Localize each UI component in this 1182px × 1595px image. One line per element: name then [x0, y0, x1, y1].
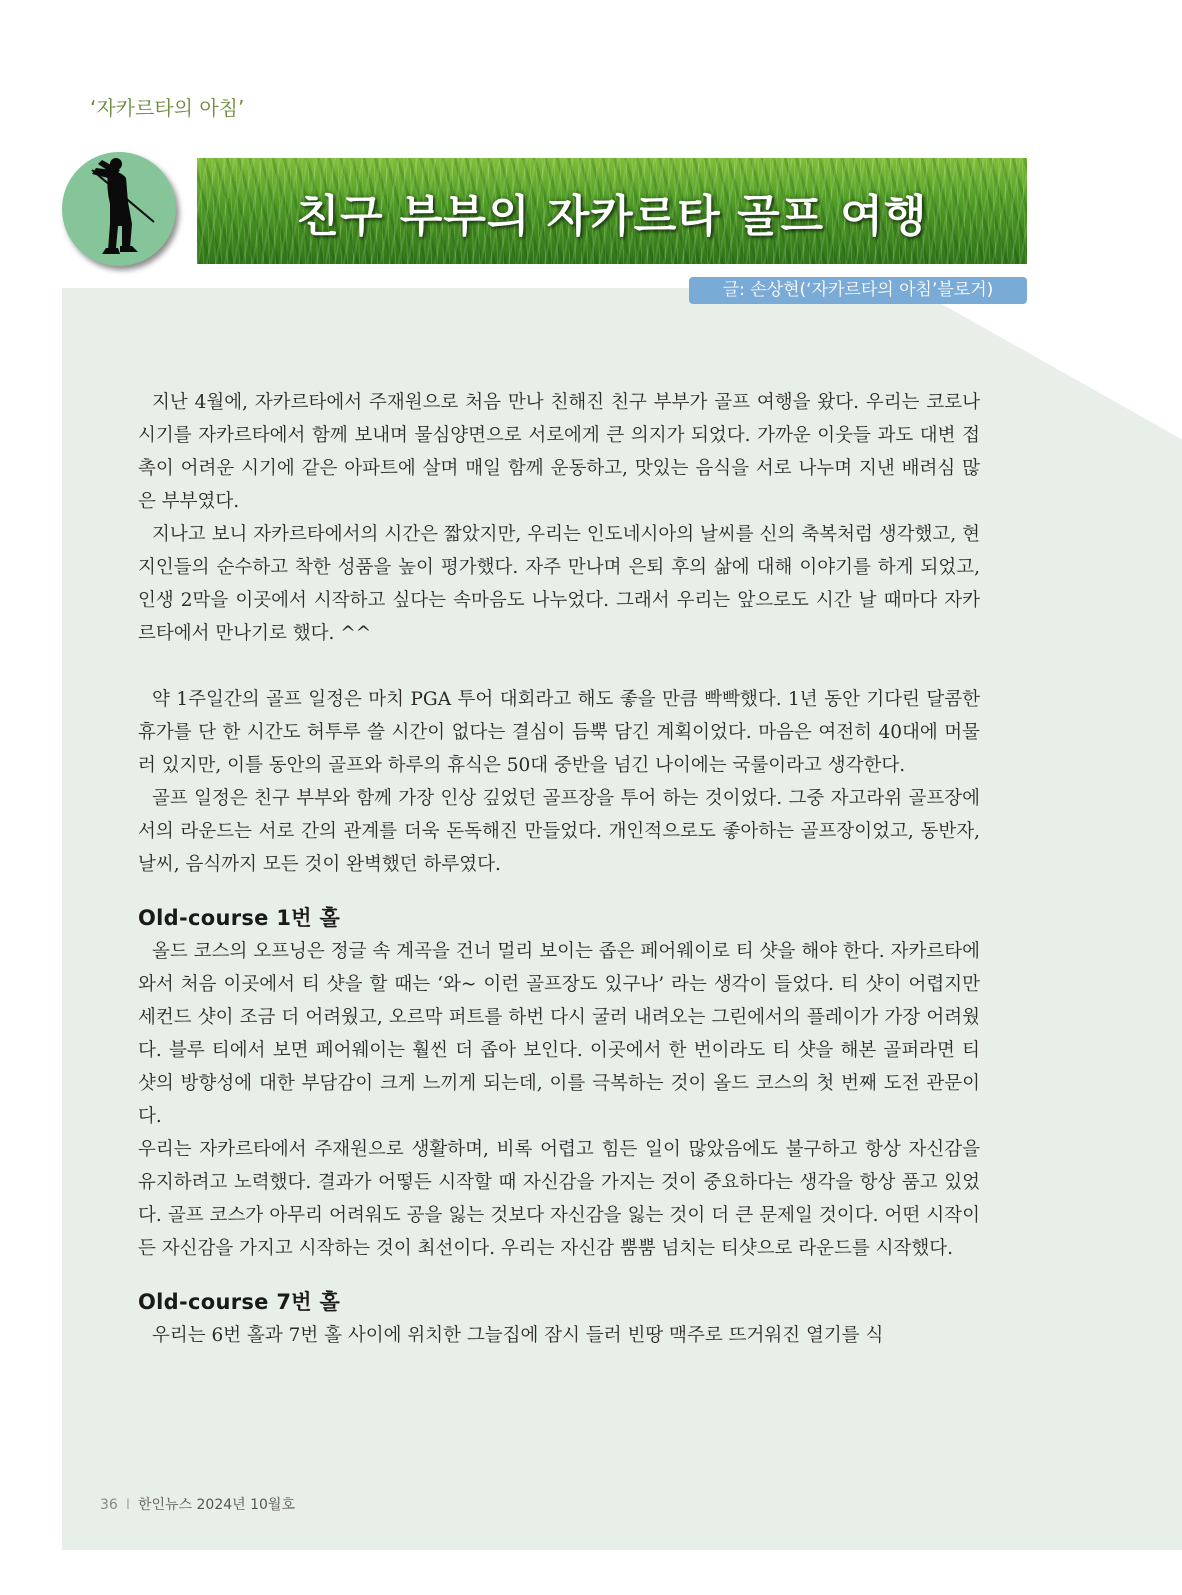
golfer-badge	[62, 152, 176, 266]
paragraph: 지난 4월에, 자카르타에서 주재원으로 처음 만나 친해진 친구 부부가 골프 여행을 왔다. 우리는 코로나 시기를 자카르타에서 함께 보내며 물심양면으로 서로에게 큰 의지가 되었다. 가까운 이웃들 과도 대변 접촉이 어려운 시기에 같은 아파트에 살며 매일 함께 운동하고, 맛있는 음식을 서로 나누며 지낸 배려심 많은 부부였다.	[138, 392, 980, 512]
article-body	[138, 386, 980, 1352]
article-title: 친구 부부의 자카르타 골프 여행	[296, 191, 928, 242]
paragraph: 우리는 6번 홀과 7번 홀 사이에 위치한 그늘집에 잠시 들러 빈땅 맥주로 뜨거워진 열기를 식	[152, 1325, 884, 1346]
page-footer	[100, 1494, 295, 1514]
section-heading: Old-course 1번 홀	[138, 906, 341, 930]
paragraph: 약 1주일간의 골프 일정은 마치 PGA 투어 대회라고 해도 좋을 만큼 빡빡했다. 1년 동안 기다린 달콤한 휴가를 단 한 시간도 허투루 쓸 시간이 없다는 결심이 듬뿍 담긴 계획이었다. 마음은 여전히 40대에 머물러 있지만, 이틀 동안의 골프와 하루의 휴식은 50대 중반을 넘긴 나이에는 국룰이라고 생각한다.	[138, 689, 980, 776]
paragraph: 우리는 자카르타에서 주재원으로 생활하며, 비록 어렵고 힘든 일이 많았음에도 불구하고 항상 자신감을 유지하려고 노력했다. 결과가 어떻든 시작할 때 자신감을 가지는 것이 중요하다는 생각을 항상 품고 있었다. 골프 코스가 아무리 어려워도 공을 잃는 것보다 자신감을 잃는 것이 더 큰 문제일 것이다. 어떤 시작이든 자신감을 가지고 시작하는 것이 최선이다. 우리는 자신감 뿜뿜 넘치는 티샷으로 라운드를 시작했다.	[138, 1139, 980, 1259]
page-number: 36	[100, 1497, 118, 1513]
series-title: ‘자카르타의 아침’	[90, 96, 245, 120]
paragraph: 지나고 보니 자카르타에서의 시간은 짧았지만, 우리는 인도네시아의 날씨를 신의 축복처럼 생각했고, 현지인들의 순수하고 착한 성품을 높이 평가했다. 자주 만나며 은퇴 후의 삶에 대해 이야기를 하게 되었고, 인생 2막을 이곳에서 시작하고 싶다는 속마음도 나누었다. 그래서 우리는 앞으로도 시간 날 때마다 자카르타에서 만나기로 했다. ^^	[138, 524, 980, 644]
author-byline: 글: 손상현(‘자카르타의 아침’블로거)	[689, 277, 1027, 304]
paragraph: 골프 일정은 친구 부부와 함께 가장 인상 깊었던 골프장을 투어 하는 것이었다. 그중 자고라위 골프장에서의 라운드는 서로 간의 관계를 더욱 돈독해진 만들었다. 개인적으로도 좋아하는 골프장이었고, 동반자, 날씨, 음식까지 모든 것이 완벽했던 하루였다.	[138, 788, 980, 875]
golfer-silhouette-icon	[62, 152, 176, 266]
paragraph: 올드 코스의 오프닝은 정글 속 계곡을 건너 멀리 보이는 좁은 페어웨이로 티 샷을 해야 한다. 자카르타에 와서 처음 이곳에서 티 샷을 할 때는 ‘와~ 이런 골프장도 있구나’ 라는 생각이 들었다. 티 샷이 어렵지만 세컨드 샷이 조금 더 어려웠고, 오르막 퍼트를 하번 다시 굴러 내려오는 그린에서의 플레이가 가장 어려웠다. 블루 티에서 보면 페어웨이는 훨씬 더 좁아 보인다. 이곳에서 한 번이라도 티 샷을 해본 골퍼라면 티 샷의 방향성에 대한 부담감이 크게 느끼게 되는데, 이를 극복하는 것이 올드 코스의 첫 번째 도전 관문이다.	[138, 941, 980, 1127]
publication-name: 한인뉴스 2024년 10월호	[137, 1497, 295, 1513]
section-heading: Old-course 7번 홀	[138, 1290, 341, 1314]
title-banner	[197, 158, 1027, 264]
footer-separator: I	[125, 1497, 130, 1513]
